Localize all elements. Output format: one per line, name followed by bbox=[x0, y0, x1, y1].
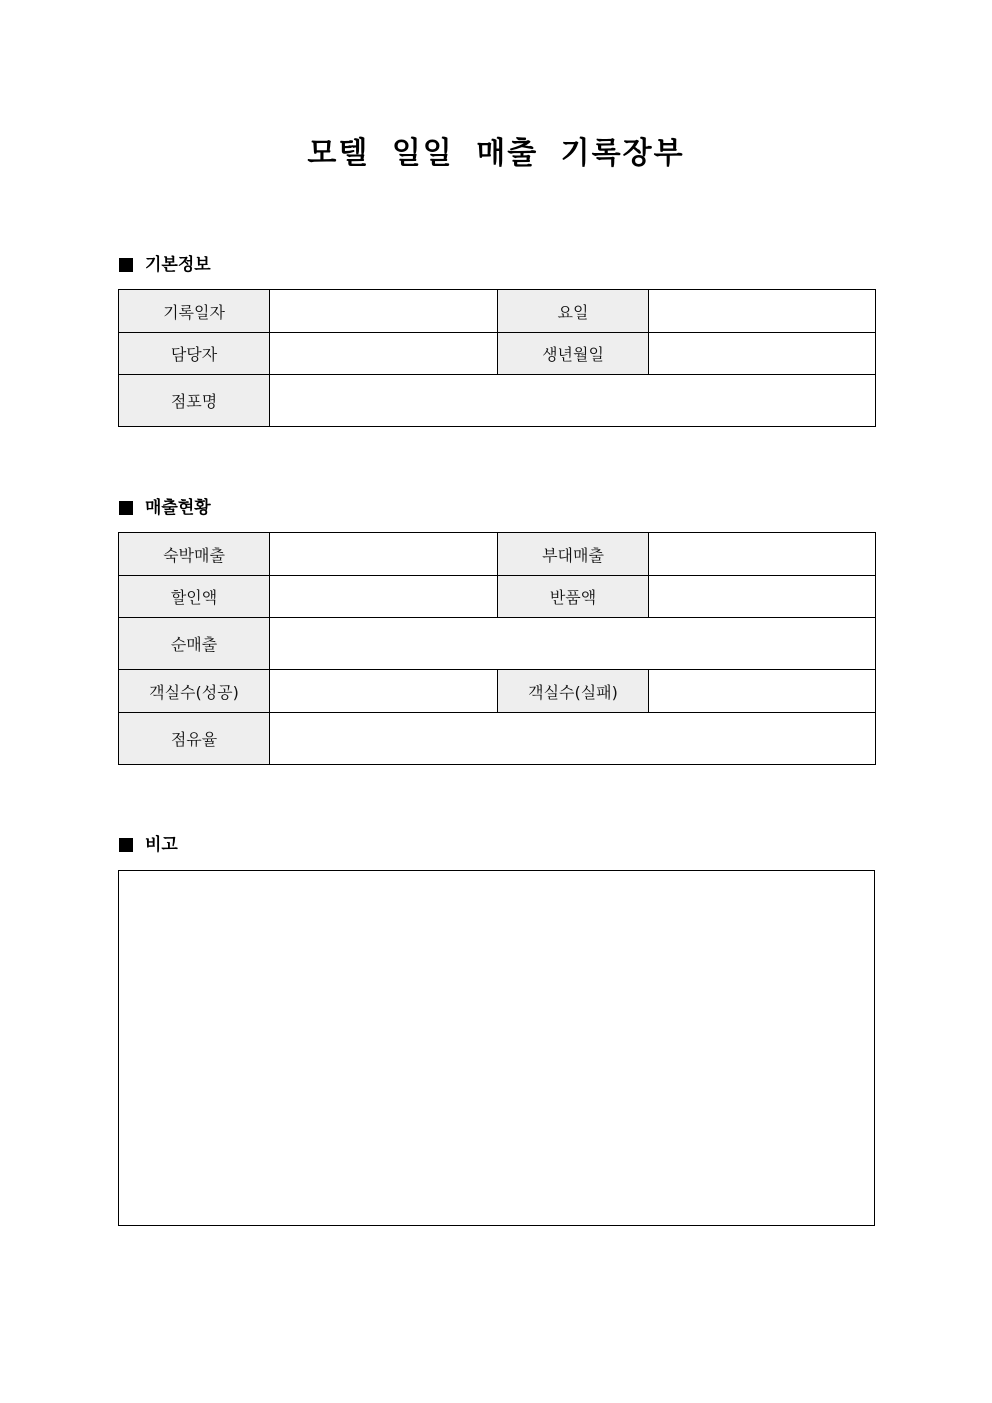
birth-date-label: 생년월일 bbox=[498, 333, 649, 375]
table-row bbox=[119, 576, 876, 618]
section-heading-remarks bbox=[119, 834, 178, 856]
record-date-label: 기록일자 bbox=[119, 290, 270, 333]
square-bullet-icon bbox=[119, 501, 133, 515]
store-name-field[interactable] bbox=[270, 375, 876, 427]
return-amount-label: 반품액 bbox=[498, 576, 649, 618]
return-amount-field[interactable] bbox=[649, 576, 876, 618]
remarks-textarea[interactable] bbox=[118, 870, 875, 1226]
section-heading-label: 기본정보 bbox=[145, 255, 211, 275]
rooms-fail-label: 객실수(실패) bbox=[498, 670, 649, 713]
birth-date-field[interactable] bbox=[649, 333, 876, 375]
square-bullet-icon bbox=[119, 258, 133, 272]
weekday-label: 요일 bbox=[498, 290, 649, 333]
manager-field[interactable] bbox=[270, 333, 498, 375]
table-row bbox=[119, 290, 876, 333]
table-row bbox=[119, 618, 876, 670]
additional-sales-label: 부대매출 bbox=[498, 533, 649, 576]
page-title: 모텔 일일 매출 기록장부 bbox=[307, 136, 685, 171]
rooms-fail-field[interactable] bbox=[649, 670, 876, 713]
lodging-sales-label: 숙박매출 bbox=[119, 533, 270, 576]
rooms-success-field[interactable] bbox=[270, 670, 498, 713]
rooms-success-label: 객실수(성공) bbox=[119, 670, 270, 713]
net-sales-field[interactable] bbox=[270, 618, 876, 670]
sales-status-table bbox=[118, 532, 876, 765]
section-heading-sales-status bbox=[119, 497, 211, 519]
discount-amount-label: 할인액 bbox=[119, 576, 270, 618]
store-name-label: 점포명 bbox=[119, 375, 270, 427]
weekday-field[interactable] bbox=[649, 290, 876, 333]
lodging-sales-field[interactable] bbox=[270, 533, 498, 576]
section-heading-label: 매출현황 bbox=[145, 498, 211, 518]
table-row bbox=[119, 533, 876, 576]
additional-sales-field[interactable] bbox=[649, 533, 876, 576]
net-sales-label: 순매출 bbox=[119, 618, 270, 670]
square-bullet-icon bbox=[119, 838, 133, 852]
table-row bbox=[119, 333, 876, 375]
occupancy-rate-label: 점유율 bbox=[119, 713, 270, 765]
table-row bbox=[119, 670, 876, 713]
discount-amount-field[interactable] bbox=[270, 576, 498, 618]
occupancy-rate-field[interactable] bbox=[270, 713, 876, 765]
table-row bbox=[119, 375, 876, 427]
table-row bbox=[119, 713, 876, 765]
basic-info-table bbox=[118, 289, 876, 427]
section-heading-label: 비고 bbox=[145, 835, 178, 855]
section-heading-basic-info bbox=[119, 254, 211, 276]
manager-label: 담당자 bbox=[119, 333, 270, 375]
record-date-field[interactable] bbox=[270, 290, 498, 333]
